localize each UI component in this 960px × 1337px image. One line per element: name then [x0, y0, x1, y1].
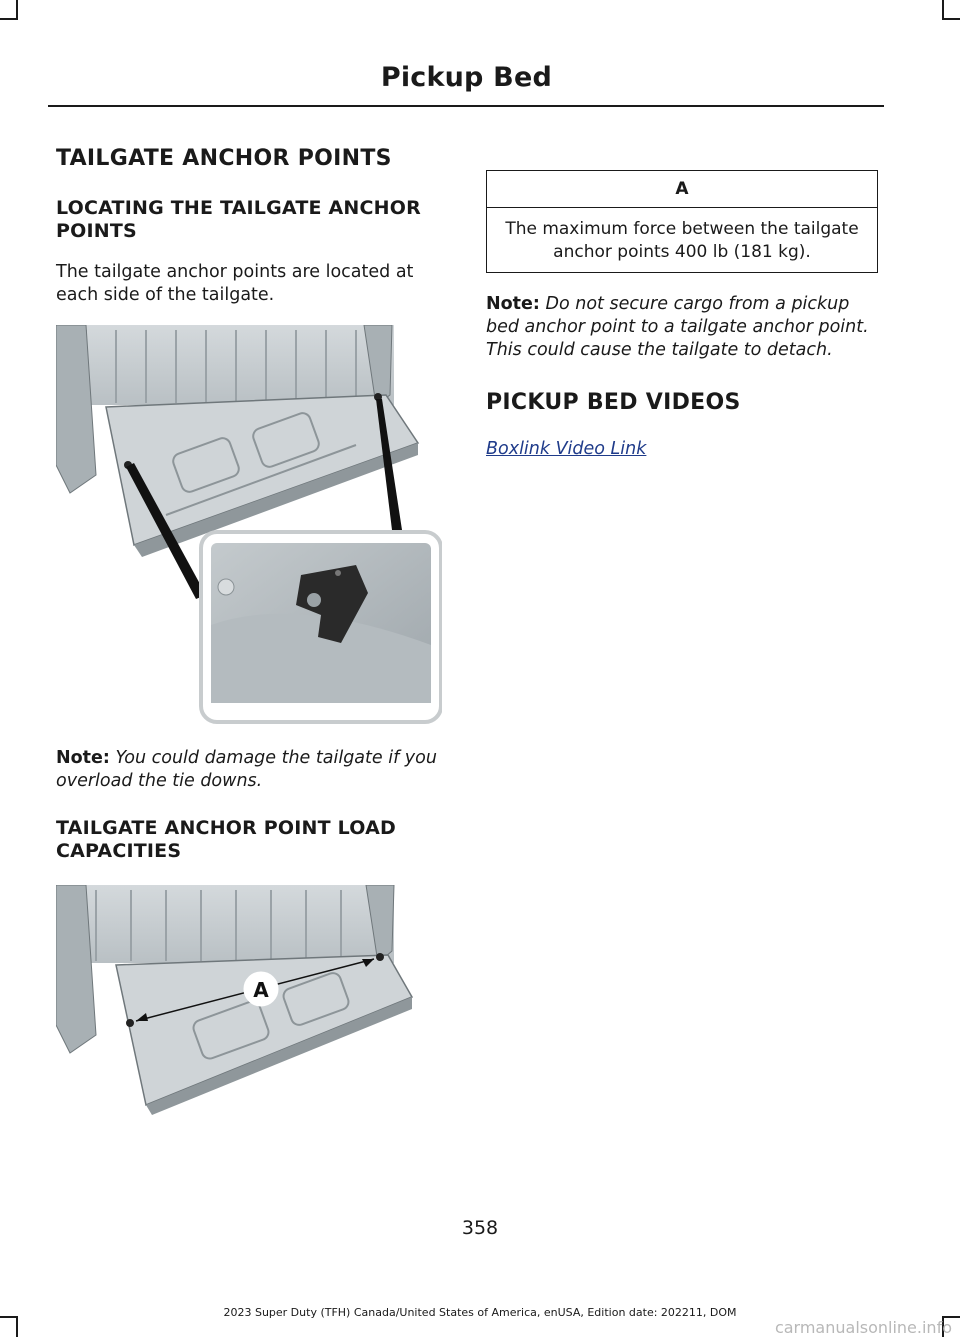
- right-column: [486, 170, 878, 459]
- page-title: Pickup Bed: [380, 62, 552, 93]
- crop-mark: [942, 18, 960, 20]
- table-header: A: [487, 171, 878, 208]
- left-column: [56, 146, 442, 1135]
- crop-mark: [942, 0, 944, 20]
- boxlink-video-link[interactable]: Boxlink Video Link: [486, 439, 647, 459]
- section-title: TAILGATE ANCHOR POINTS: [56, 146, 392, 171]
- table-cell: The maximum force between the tailgate anchor points 400 lb (181 kg).: [487, 208, 878, 273]
- header-divider: [48, 105, 884, 107]
- note-label: Note:: [56, 748, 110, 768]
- edition-footer: 2023 Super Duty (TFH) Canada/United States of America, enUSA, Edition date: 202211, DOM: [223, 1306, 737, 1319]
- crop-mark: [16, 1316, 18, 1337]
- note-text: You could damage the tailgate if you overload the tie downs.: [56, 748, 437, 791]
- note-label: Note:: [486, 294, 540, 314]
- tailgate-anchor-figure: [56, 325, 442, 727]
- crop-mark: [0, 18, 18, 20]
- locating-text: The tailgate anchor points are located at each side of the tailgate.: [56, 262, 414, 305]
- figure-callout-a: A: [253, 978, 269, 1002]
- tailgate-load-figure: [56, 885, 442, 1135]
- watermark: carmanualsonline.info: [774, 1318, 952, 1337]
- page-number: 358: [461, 1217, 499, 1239]
- note-text: Do not secure cargo from a pickup bed anchor point to a tailgate anchor point. This could cause the tailgate to detach.: [486, 294, 869, 360]
- subheading-capacities: TAILGATE ANCHOR POINT LOAD CAPACITIES: [56, 817, 396, 862]
- crop-mark: [16, 0, 18, 20]
- videos-heading: PICKUP BED VIDEOS: [486, 390, 741, 415]
- subheading-locating: LOCATING THE TAILGATE ANCHOR POINTS: [56, 197, 421, 242]
- load-capacity-table: [486, 170, 878, 273]
